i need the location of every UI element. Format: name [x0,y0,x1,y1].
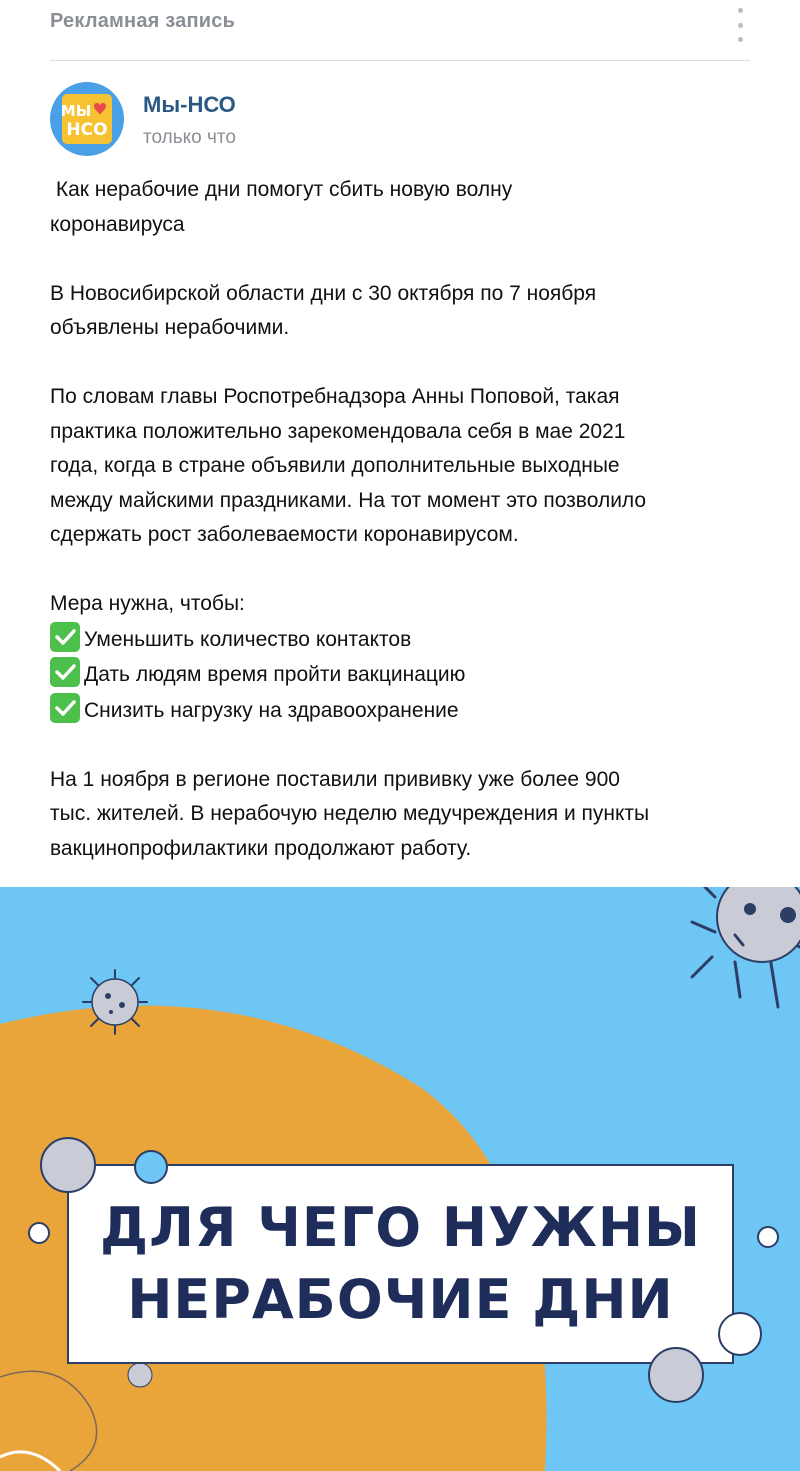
post-image[interactable] [0,887,800,1471]
text-line: тыс. жителей. В нерабочую неделю медучреждения и пункты [50,802,650,825]
text-line: По словам главы Роспотребнадзора Анны Поповой, такая [50,385,620,408]
decor-bubble [134,1150,168,1184]
avatar-text-bottom: НСО [66,120,108,140]
check-mark-icon [50,622,80,652]
virus-icon [128,1363,152,1387]
virus-icon [692,887,800,1007]
text-line: На 1 ноября в регионе поставили прививку уже более 900 [50,767,620,791]
text-line: вакцинопрофилактики продолжают работу. [50,836,472,860]
measure-item [50,622,760,658]
measure-text: Дать людям время пройти вакцинацию [84,663,466,686]
text-line: между майскими праздниками. На тот момент это позволило [50,488,647,512]
measure-text: Уменьшить количество контактов [84,627,412,651]
post-time[interactable]: только что [143,127,236,148]
decor-bubble [757,1226,779,1248]
text-line: практика положительно зарекомендовала себя в мае 2021 [50,419,626,443]
text-line: В Новосибирской области дни с 30 октября по 7 ноября [50,281,597,305]
measure-item [50,693,760,729]
decor-bubble [718,1312,762,1356]
text-line: года, когда в стране объявили дополнительные выходные [50,454,620,477]
ad-header [50,0,750,61]
post-text [50,173,760,866]
banner-title-box [67,1164,734,1364]
banner-title-line: НЕРАБОЧИЕ ДНИ [127,1268,674,1331]
ad-label: Рекламная запись [50,10,236,32]
decor-bubble [28,1222,50,1244]
post-author [50,82,750,158]
measure-text: Снизить нагрузку на здравоохранение [84,698,459,722]
virus-icon [83,970,147,1034]
decor-bubble [648,1347,704,1403]
more-options-icon[interactable] [730,8,750,42]
banner-title-line: ДЛЯ ЧЕГО НУЖНЫ [99,1196,702,1259]
measures-intro: Мера нужна, чтобы: [50,592,245,615]
decor-bubble [40,1137,96,1193]
text-line: коронавируса [50,212,185,236]
text-line: сдержать рост заболеваемости коронавирусом. [50,523,519,546]
measure-item [50,657,760,693]
text-line: Как нерабочие дни помогут сбить новую волну [50,178,513,201]
check-mark-icon [50,657,80,687]
author-name[interactable]: Мы-НСО [143,92,236,117]
text-line: объявлены нерабочими. [50,316,290,339]
avatar[interactable] [50,82,124,156]
check-mark-icon [50,693,80,723]
avatar-text-top: МЫ [60,102,92,120]
